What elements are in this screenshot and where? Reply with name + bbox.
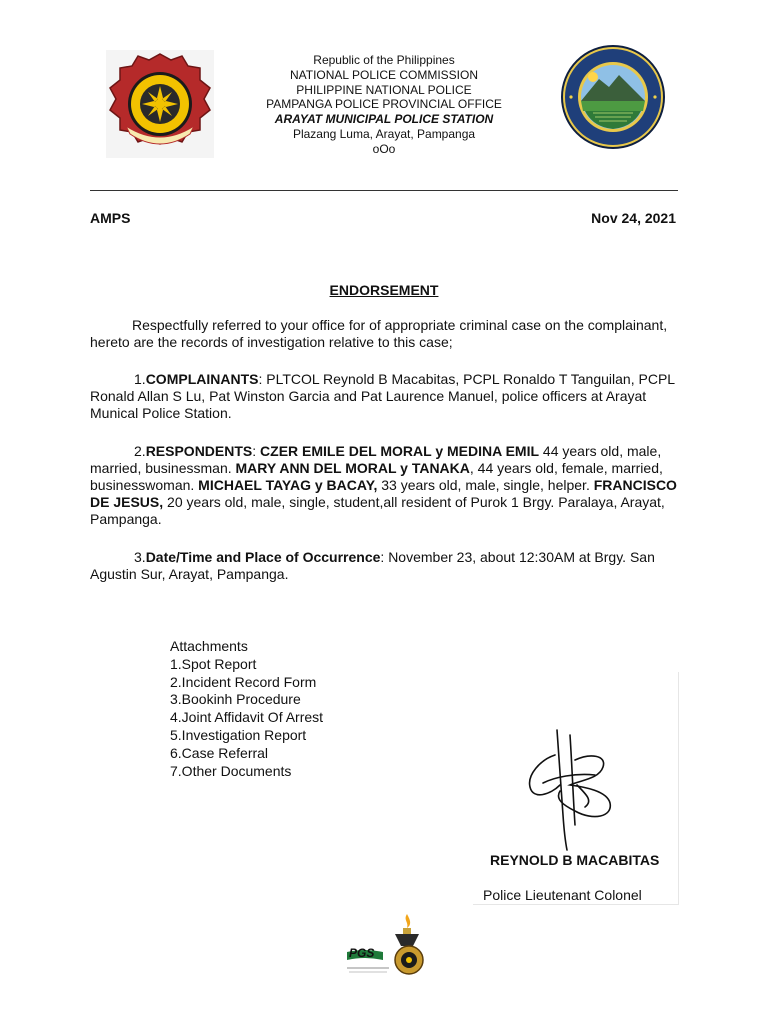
letterhead-republic: Republic of the Philippines xyxy=(313,53,455,67)
respondents-number: 2. xyxy=(134,443,146,459)
bayan-ng-arayat-seal-icon xyxy=(560,41,666,153)
respondent-3-desc: 33 years old, male, single, helper. xyxy=(377,477,594,493)
letterhead xyxy=(200,53,568,157)
respondent-1-name: CZER EMILE DEL MORAL y MEDINA EMIL xyxy=(260,443,540,459)
letterhead-separator: oOo xyxy=(372,141,396,156)
attachment-item: 1.Spot Report xyxy=(170,655,257,672)
occurrence-number: 3. xyxy=(134,549,146,565)
occurrence-label: Date/Time and Place of Occurrence xyxy=(145,549,381,565)
respondent-1-desc: 44 years old, male, married, businessman. xyxy=(90,443,662,476)
complainants-label: COMPLAINANTS xyxy=(145,371,259,387)
reference-code: AMPS xyxy=(90,210,131,226)
respondent-2-name: MARY ANN DEL MORAL y TANAKA xyxy=(235,460,470,476)
pnp-seal-icon xyxy=(106,50,214,158)
respondent-2-desc: , 44 years old, female, married, businesswoman. xyxy=(90,460,663,493)
complainants-text: : PLTCOL Reynold B Macabitas, PCPL Ronaldo T Tanguilan, PCPL Ronald Allan S Lu, Pat Winston Garcia and Pat Laurence Manuel, police officers at Arayat Munical Police Station. xyxy=(90,371,675,421)
respondents-colon: : xyxy=(252,443,261,459)
signatory-name: REYNOLD B MACABITAS xyxy=(490,852,660,868)
signatory-rank: Police Lieutenant Colonel xyxy=(483,887,642,903)
header-divider xyxy=(90,190,678,191)
letterhead-address: Plazang Luma, Arayat, Pampanga xyxy=(292,126,476,141)
pgs-logo-text: PGS xyxy=(349,946,375,960)
intro-paragraph xyxy=(90,317,678,351)
document-date: Nov 24, 2021 xyxy=(591,210,676,226)
attachments-section xyxy=(170,638,323,780)
attachment-item: 5.Investigation Report xyxy=(170,726,307,743)
respondents-paragraph xyxy=(90,443,678,528)
pgs-logo-icon xyxy=(343,912,429,980)
attachment-item: 2.Incident Record Form xyxy=(170,673,317,690)
occurrence-paragraph xyxy=(90,549,678,583)
complainants-paragraph xyxy=(90,371,678,422)
attachment-item: 6.Case Referral xyxy=(170,744,269,761)
attachment-item: 4.Joint Affidavit Of Arrest xyxy=(170,709,324,726)
intro-text: Respectfully referred to your office for of appropriate criminal case on the complainant, hereto are the records of investigation relative to this case; xyxy=(90,317,668,350)
attachment-item: 3.Bookinh Procedure xyxy=(170,691,301,708)
occurrence-text: : November 23, about 12:30AM at Brgy. San Agustin Sur, Arayat, Pampanga. xyxy=(90,549,655,582)
respondent-3-name: MICHAEL TAYAG y BACAY, xyxy=(198,477,378,493)
respondent-4-desc: 20 years old, male, single, student,all resident of Purok 1 Brgy. Paralaya, Arayat, Pampanga. xyxy=(90,494,665,527)
attachments-heading: Attachments xyxy=(170,638,248,654)
respondents-label: RESPONDENTS xyxy=(145,443,253,459)
respondent-4-name: FRANCISCO DE JESUS, xyxy=(90,477,677,510)
letterhead-provincial-office: PAMPANGA POLICE PROVINCIAL OFFICE xyxy=(266,97,502,112)
letterhead-station: ARAYAT MUNICIPAL POLICE STATION xyxy=(274,112,494,127)
complainants-number: 1. xyxy=(134,371,146,387)
handwritten-signature xyxy=(515,725,625,855)
attachment-item: 7.Other Documents xyxy=(170,762,292,779)
letterhead-pnp: PHILIPPINE NATIONAL POLICE xyxy=(296,82,472,97)
document-title: ENDORSEMENT xyxy=(329,282,439,298)
letterhead-napolcom: NATIONAL POLICE COMMISSION xyxy=(289,67,479,82)
